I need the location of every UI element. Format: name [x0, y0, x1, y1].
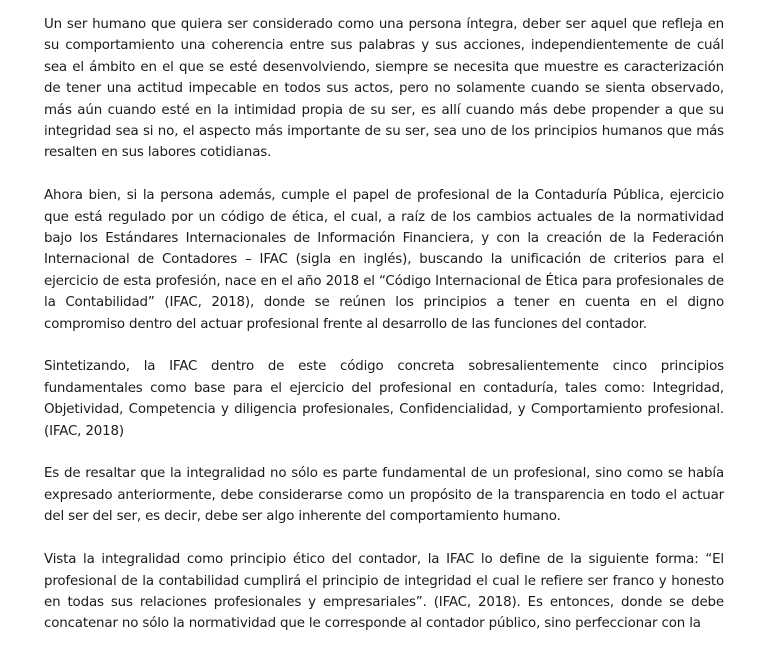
paragraph-integrality-professional: Es de resaltar que la integralidad no sólo es parte fundamental de un profesional, sino como se había expresado anteriormente, debe considerarse como un propósito de la transparencia en todo el actuar del ser del ser, es decir, debe ser algo inherente del comportamiento humano.	[44, 466, 724, 525]
document-page	[44, 14, 724, 656]
paragraph-public-accounting-code: Ahora bien, si la persona además, cumple el papel de profesional de la Contaduría Pública, ejercicio que está regulado por un código de ética, el cual, a raíz de los cambios actuales de la normatividad bajo los Estándares Internacionales de Información Financiera, y con la creación de la Federación Internacional de Contadores – IFAC (sigla en inglés), buscando la unificación de criterios para el ejercicio de esta profesión, nace en el año 2018 el “Código Internacional de Ética para profesionales de la Contabilidad” (IFAC, 2018), donde se reúnen los principios a tener en cuenta en el digno compromiso dentro del actuar profesional frente al desarrollo de las funciones del contador.	[44, 188, 724, 332]
paragraph-integrity-person: Un ser humano que quiera ser considerado como una persona íntegra, deber ser aquel que refleja en su comportamiento una coherencia entre sus palabras y sus acciones, independientemente de cuál sea el ámbito en el que se esté desenvolviendo, siempre se necesita que muestre es caracterización de tener una actitud impecable en todos sus actos, pero no solamente cuando se sienta observado, más aún cuando esté en la intimidad propia de su ser, es allí cuando más debe propender a que su integridad sea si no, el aspecto más importante de su ser, sea uno de los principios humanos que más resalten en sus labores cotidianas.	[44, 17, 724, 161]
paragraph-ifac-integrity-definition: Vista la integralidad como principio ético del contador, la IFAC lo define de la siguiente forma: “El profesional de la contabilidad cumplirá el principio de integridad el cual le refiere ser franco y honesto en todas sus relaciones profesionales y empresariales”. (IFAC, 2018). Es entonces, donde se debe concatenar no sólo la normatividad que le corresponde al contador público, sino perfeccionar con la	[44, 552, 724, 632]
paragraph-ifac-principles: Sintetizando, la IFAC dentro de este código concreta sobresalientemente cinco principios fundamentales como base para el ejercicio del profesional en contaduría, tales como: Integridad, Objetividad, Competencia y diligencia profesionales, Confidencialidad, y Comportamiento profesional. (IFAC, 2018)	[44, 359, 724, 439]
